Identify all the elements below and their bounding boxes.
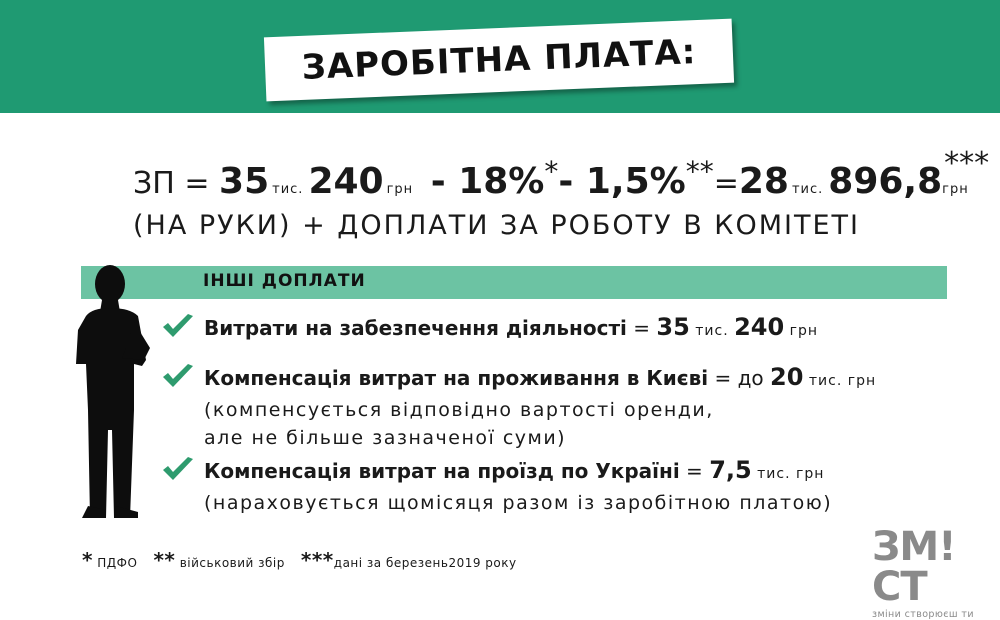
extras-heading: ІНШІ ДОПЛАТИ — [203, 271, 366, 291]
page-title: ЗАРОБІТНА ПЛАТА: — [300, 32, 698, 88]
formula-minus1: - 18% — [418, 161, 545, 202]
item-unit-1: тис. — [689, 323, 735, 339]
formula-minus2: - 1,5% — [558, 161, 686, 202]
item-unit-2: грн — [784, 323, 819, 339]
formula-a-unit: тис. — [272, 182, 304, 197]
formula-a-main: 35 — [219, 161, 270, 202]
item-note-1: (компенсується відповідно вартості оренди, — [204, 399, 714, 421]
item-value-1: 20 — [770, 363, 804, 391]
formula-d-unit: грн — [942, 182, 969, 197]
item-value-2: 240 — [734, 313, 785, 341]
footnote-star-3: *** — [300, 548, 334, 572]
footnote-star-2: ** — [153, 548, 176, 572]
item-value-1: 35 — [656, 313, 690, 341]
item-text — [204, 362, 876, 452]
formula-b-main: 240 — [308, 161, 384, 202]
formula-c-main: 28 — [738, 161, 789, 202]
item-value-1: 7,5 — [709, 456, 752, 484]
formula-prefix: ЗП = — [133, 166, 220, 201]
footnotes — [82, 548, 517, 572]
logo-text: ЗМ!СТ — [872, 524, 956, 610]
formula-subline: (НА РУКИ) + ДОПЛАТИ ЗА РОБОТУ В КОМІТЕТІ — [133, 210, 860, 241]
item-label: Компенсація витрат на проживання в Києві — [204, 366, 709, 390]
item-unit-1: тис. грн — [803, 373, 877, 389]
logo-tagline: зміни створюєш ти — [872, 609, 974, 620]
formula-star2: ** — [685, 155, 714, 188]
businessman-silhouette-icon — [72, 260, 172, 522]
footnote-text-3: дані за березень2019 року — [333, 556, 517, 570]
formula-c-unit: тис. — [791, 182, 824, 197]
item-eq: = до — [708, 366, 771, 390]
item-label: Витрати на забезпечення діяльності — [204, 316, 627, 340]
salary-formula — [133, 146, 990, 210]
item-eq: = — [679, 459, 710, 483]
formula-eq: = — [713, 166, 739, 201]
item-eq: = — [626, 316, 657, 340]
item-unit-1: тис. грн — [751, 466, 825, 482]
item-text — [204, 312, 818, 346]
formula-star3: *** — [944, 146, 990, 181]
footnote-text-1: ПДФО — [92, 556, 138, 570]
checkmark-icon — [160, 312, 196, 342]
item-label: Компенсація витрат на проїзд по Україні — [204, 459, 680, 483]
formula-d-stack — [942, 146, 990, 210]
item-note-2: але не більше зазначеної суми) — [204, 427, 567, 449]
item-text — [204, 455, 832, 517]
formula-d-main: 896,8 — [828, 161, 943, 202]
zmist-logo — [872, 524, 984, 620]
formula-b-unit: грн — [386, 182, 414, 197]
checkmark-icon — [160, 362, 196, 392]
formula-star1: * — [544, 155, 559, 188]
item-note-1: (нараховується щомісяця разом із заробітною платою) — [204, 492, 833, 514]
footnote-text-2: військовий збір — [175, 556, 285, 570]
checkmark-icon — [160, 455, 196, 485]
footnote-star-1: * — [82, 548, 93, 572]
